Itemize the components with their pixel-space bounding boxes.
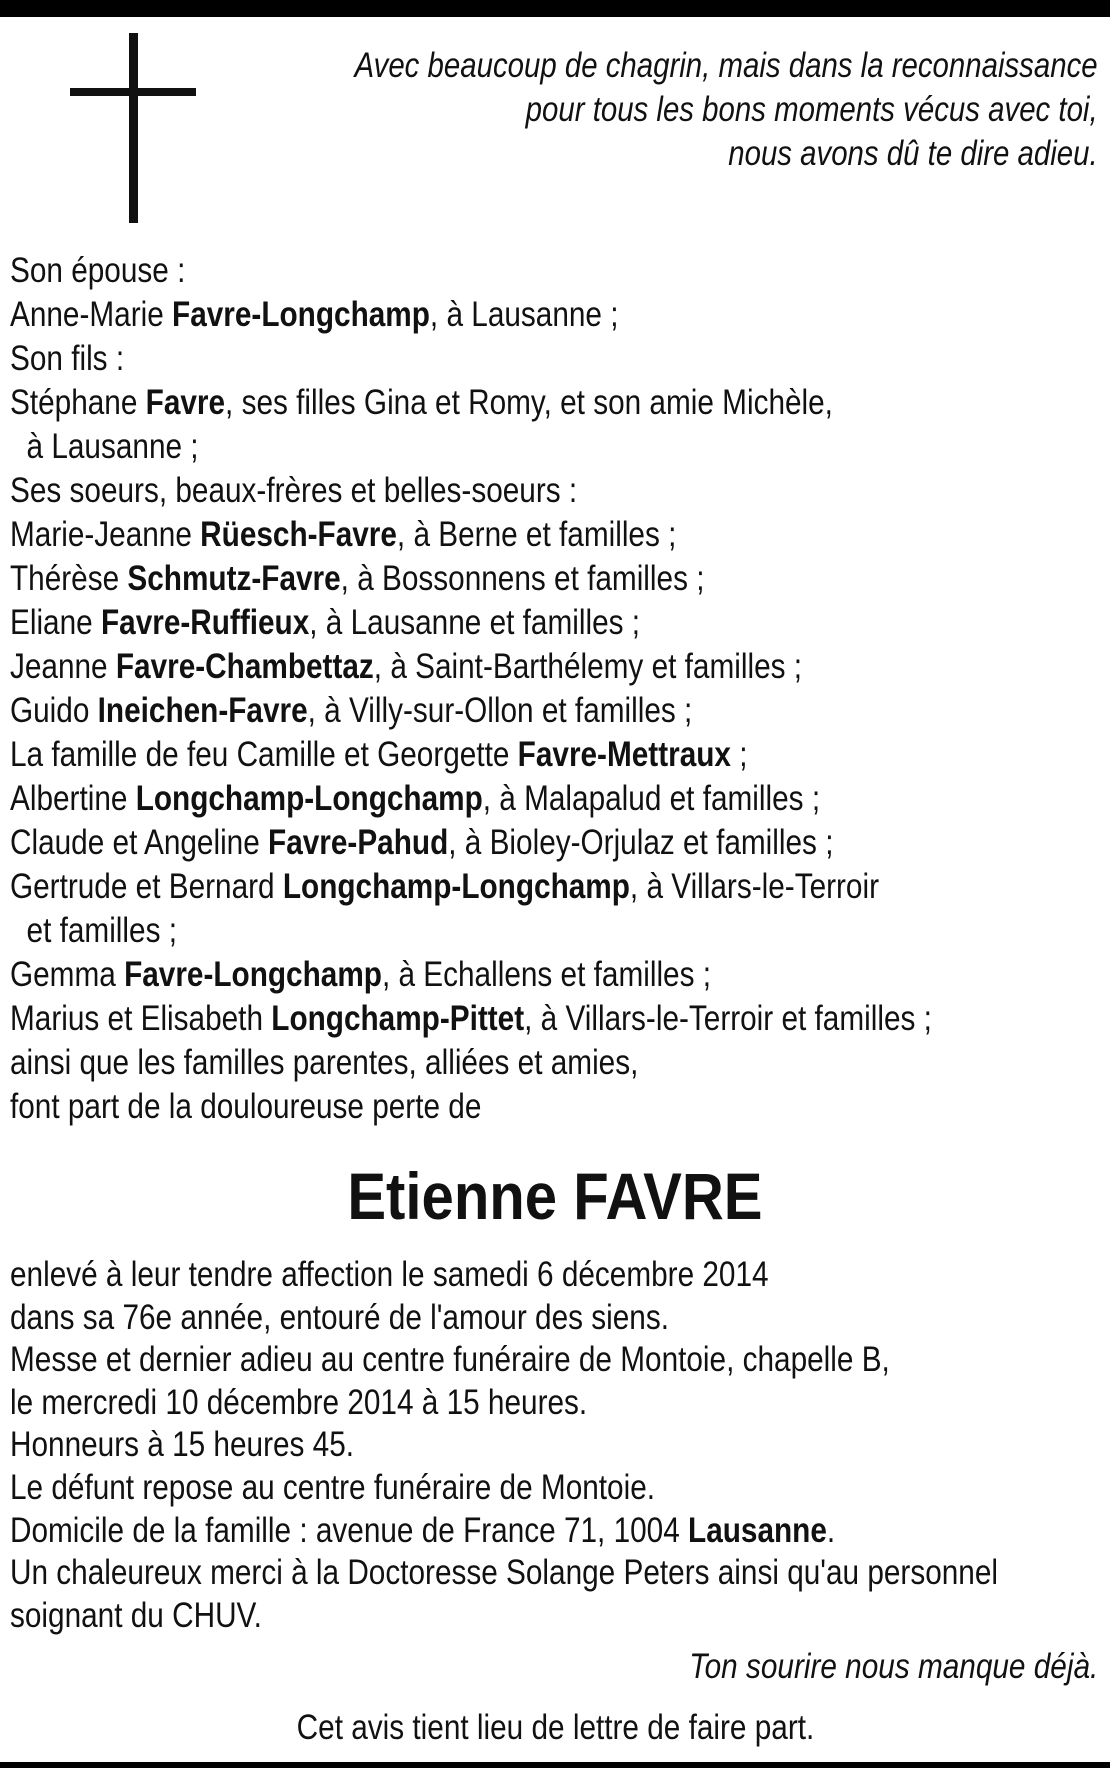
text-segment: Son fils : — [10, 339, 125, 378]
text-segment: Anne-Marie — [10, 295, 173, 334]
family-name-bold: Favre-Ruffieux — [100, 603, 310, 642]
deceased-name-text: Etienne FAVRE — [347, 1159, 763, 1233]
family-line — [10, 821, 932, 865]
text-segment: La famille de feu Camille et Georgette — [10, 735, 518, 774]
text-segment: , à Lausanne et familles ; — [309, 603, 641, 642]
text-segment: , à Villy-sur-Ollon et familles ; — [307, 691, 693, 730]
text-segment: enlevé à leur tendre affection le samedi 6 décembre 2014 — [10, 1255, 769, 1294]
text-segment: à Lausanne ; — [10, 427, 199, 466]
text-segment: font part de la douloureuse perte de — [10, 1087, 482, 1126]
text-segment: Un chaleureux merci à la Doctoresse Solange Peters ainsi qu'au personnel — [10, 1553, 998, 1593]
text-segment: soignant du CHUV. — [10, 1595, 262, 1635]
detail-line — [10, 1467, 998, 1510]
family-line — [10, 645, 932, 689]
family-line — [10, 249, 932, 293]
detail-line — [10, 1595, 998, 1638]
family-line — [10, 777, 932, 821]
family-name-bold: Lausanne — [688, 1510, 827, 1550]
detail-line — [10, 1552, 998, 1595]
text-segment: , à Echallens et familles ; — [381, 955, 712, 994]
family-line — [10, 425, 932, 469]
closing-quote: Ton sourire nous manque déjà. — [688, 1647, 1098, 1686]
deceased-name — [0, 1160, 1110, 1232]
text-segment: Marius et Elisabeth — [10, 999, 272, 1038]
text-segment: Marie-Jeanne — [10, 515, 201, 554]
family-line — [10, 601, 932, 645]
family-name-bold: Favre-Pahud — [268, 823, 449, 862]
text-segment: Jeanne — [10, 647, 116, 686]
text-segment: et familles ; — [10, 911, 177, 950]
text-segment: Thérèse — [10, 559, 128, 598]
family-line — [10, 557, 932, 601]
family-line — [10, 953, 932, 997]
family-name-bold: Favre-Chambettaz — [115, 647, 374, 686]
family-line — [10, 513, 932, 557]
family-line — [10, 381, 932, 425]
text-segment: Ses soeurs, beaux-frères et belles-soeurs : — [10, 471, 578, 510]
text-segment: Albertine — [10, 779, 136, 818]
text-segment: , à Malapalud et familles ; — [482, 779, 821, 818]
text-segment: Domicile de la famille : avenue de France 71, 1004 — [10, 1510, 689, 1550]
family-list — [10, 249, 932, 1129]
text-segment: Gemma — [10, 955, 125, 994]
text-segment: Son épouse : — [10, 251, 186, 290]
text-segment: ; — [730, 735, 748, 774]
text-segment: Stéphane — [10, 383, 146, 422]
top-border — [0, 0, 1110, 17]
text-segment: dans sa 76e année, entouré de l'amour des siens. — [10, 1297, 669, 1337]
family-line — [10, 1085, 932, 1129]
footer-text: Cet avis tient lieu de lettre de faire part. — [296, 1708, 814, 1747]
family-line — [10, 689, 932, 733]
cross-horizontal — [70, 88, 196, 96]
family-name-bold: Longchamp-Longchamp — [135, 779, 483, 818]
family-name-bold: Longchamp-Pittet — [271, 999, 525, 1038]
text-segment: le mercredi 10 décembre 2014 à 15 heures. — [10, 1382, 588, 1422]
family-name-bold: Schmutz-Favre — [127, 559, 341, 598]
family-line — [10, 1041, 932, 1085]
text-segment: . — [826, 1510, 836, 1550]
cross-vertical — [129, 33, 138, 223]
detail-line — [10, 1382, 998, 1425]
family-line — [10, 293, 932, 337]
family-name-bold: Favre-Longchamp — [124, 955, 382, 994]
detail-line — [10, 1254, 998, 1297]
family-line — [10, 337, 932, 381]
text-segment: , à Villars-le-Terroir — [629, 867, 879, 906]
family-line — [10, 733, 932, 777]
text-segment: , à Villars-le-Terroir et familles ; — [524, 999, 932, 1038]
family-name-bold: Longchamp-Longchamp — [282, 867, 630, 906]
text-segment: Claude et Angeline — [10, 823, 269, 862]
text-segment: , à Berne et familles ; — [396, 515, 677, 554]
opening-quote — [355, 44, 1098, 176]
text-segment: Messe et dernier adieu au centre funéraire de Montoie, chapelle B, — [10, 1340, 890, 1380]
text-segment: Guido — [10, 691, 98, 730]
detail-line — [10, 1297, 998, 1340]
text-segment: , à Lausanne ; — [429, 295, 619, 334]
family-line — [10, 865, 932, 909]
footer-note — [0, 1706, 1110, 1750]
family-name-bold: Favre-Longchamp — [172, 295, 430, 334]
text-segment: , ses filles Gina et Romy, et son amie Michèle, — [225, 383, 833, 422]
bottom-border — [0, 1762, 1110, 1768]
text-segment: Le défunt repose au centre funéraire de Montoie. — [10, 1467, 656, 1507]
family-name-bold: Favre-Mettraux — [517, 735, 731, 774]
text-segment: Eliane — [10, 603, 101, 642]
family-name-bold: Rüesch-Favre — [200, 515, 397, 554]
family-name-bold: Ineichen-Favre — [97, 691, 308, 730]
detail-line — [10, 1424, 998, 1467]
text-segment: Honneurs à 15 heures 45. — [10, 1425, 355, 1465]
quote-line: Avec beaucoup de chagrin, mais dans la reconnaissance — [354, 46, 1098, 85]
quote-line: nous avons dû te dire adieu. — [728, 134, 1098, 173]
detail-line — [10, 1339, 998, 1382]
text-segment: , à Saint-Barthélemy et familles ; — [373, 647, 803, 686]
family-name-bold: Favre — [145, 383, 226, 422]
detail-line — [10, 1510, 998, 1553]
text-segment: Gertrude et Bernard — [10, 867, 283, 906]
family-line — [10, 997, 932, 1041]
family-line — [10, 469, 932, 513]
text-segment: ainsi que les familles parentes, alliées et amies, — [10, 1043, 639, 1082]
family-line — [10, 909, 932, 953]
text-segment: , à Bioley-Orjulaz et familles ; — [448, 823, 834, 862]
text-segment: , à Bossonnens et familles ; — [340, 559, 705, 598]
quote-line: pour tous les bons moments vécus avec toi, — [526, 90, 1098, 129]
funeral-details — [10, 1254, 998, 1637]
